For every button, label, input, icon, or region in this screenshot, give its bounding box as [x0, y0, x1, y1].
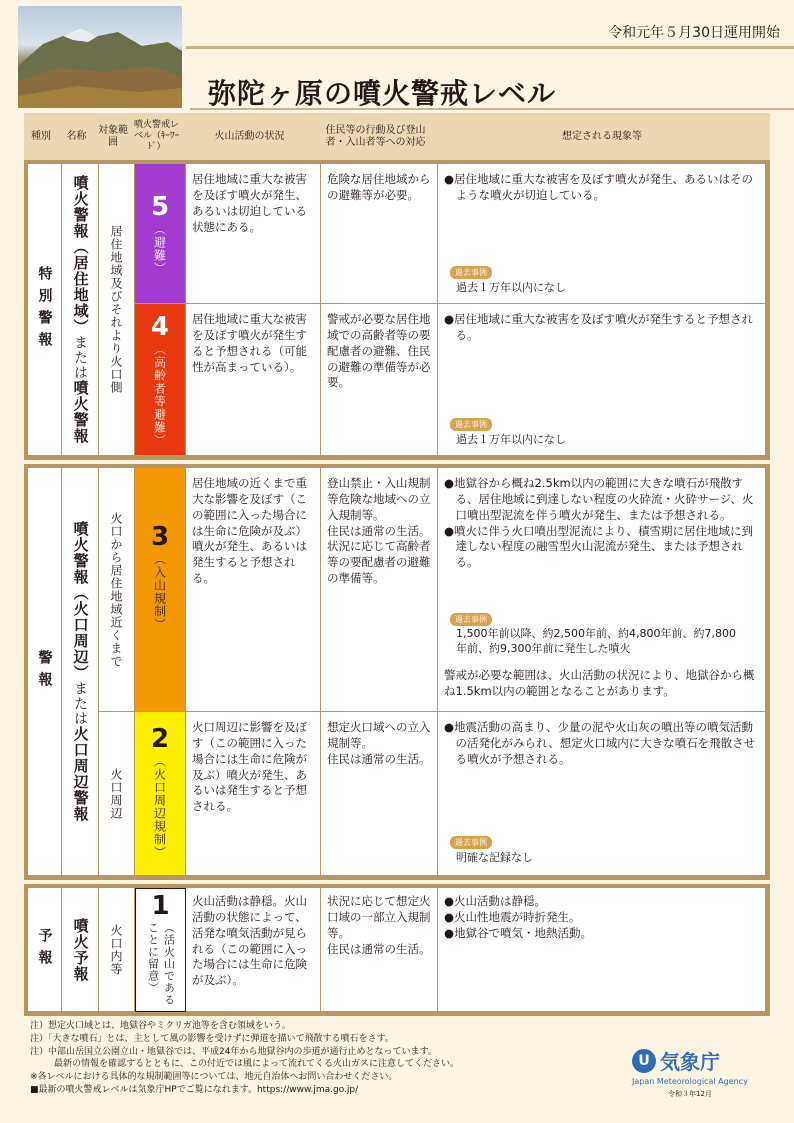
level-2-response — [321, 712, 438, 876]
level-2-bullets — [444, 720, 760, 768]
past-tag: 過去事例 — [450, 613, 492, 626]
name-main-1: 噴火警報（火口周辺） — [71, 521, 90, 681]
target-residential: 居住地域及びそれより火口側 — [99, 164, 135, 456]
kind-warning: 警報 — [28, 468, 62, 876]
name-warning — [62, 468, 99, 876]
level-1-response-1: 状況に応じて想定火口域の一部立入規制等。 — [327, 894, 431, 940]
level-5-activity: 居住地域に重大な被害を及ぼす噴火が発生、あるいは切迫している状態にある。 — [186, 164, 321, 304]
level-5-past: 過去１万年以内になし — [456, 281, 566, 294]
target-crater-inside: 火口内等 — [99, 888, 135, 1012]
level-2-badge — [135, 712, 186, 876]
level-4-past: 過去１万年以内になし — [456, 433, 566, 446]
level-3-badge — [135, 468, 186, 712]
name-main-1: 噴火警報（居住地域） — [71, 175, 90, 335]
target-crater-area: 火口周辺 — [99, 712, 135, 876]
col-name: 名称 — [58, 113, 95, 160]
phenomenon-bullet: ●地獄谷で噴気・地熱活動。 — [444, 925, 593, 940]
col-phenomena: 想定される現象等 — [434, 113, 770, 160]
level-2-number: 2 — [150, 724, 170, 754]
level-2-phenomena — [438, 712, 766, 876]
name-main-2: 火口周辺警報 — [71, 726, 90, 822]
level-5-keyword: （避難） — [152, 223, 167, 275]
name-forecast: 噴火予報 — [62, 888, 99, 1012]
level-3-response-1: 登山禁止・入山規制等危険な地域への立入規制等。 — [327, 476, 431, 522]
note-4: 最新の情報を確認するとともに、この付近では風によって流れてくる火山ガスに注意してください。 — [54, 1059, 460, 1070]
operation-start-date: 令和元年５月30日運用開始 — [608, 25, 780, 41]
phenomenon-bullet: ●火山活動は静穏。 — [444, 894, 547, 908]
name-special-warning — [62, 164, 99, 456]
level-4-activity: 居住地域に重大な被害を及ぼす噴火が発生すると予想される（可能性が高まっている）。 — [186, 304, 321, 456]
level-2-response-2: 住民は通常の生活。 — [327, 751, 431, 766]
level-1-response — [321, 888, 438, 1012]
jma-emblem-icon: U — [632, 1049, 656, 1073]
mountain-illustration — [18, 6, 182, 108]
level-3-activity: 居住地域の近くまで重大な影響を及ぼす（この範囲に入った場合には生命に危険が及ぶ）噴火が発生、あるいは発生すると予想される。 — [186, 468, 321, 712]
level-3-response-2: 住民は通常の生活。状況に応じて高齢者等の要配慮者の避難の準備等。 — [327, 523, 431, 586]
name-sub: または — [72, 335, 89, 380]
level-2-activity: 火口周辺に影響を及ぼす（この範囲に入った場合には生命に危険が及ぶ）噴火が発生、あるいは発生すると予想される。 — [186, 712, 321, 876]
jma-english-name: Japan Meteorological Agency — [632, 1077, 748, 1086]
level-2-response-1: 想定火口域への立入規制等。 — [327, 720, 431, 750]
level-1-bullets — [444, 894, 760, 942]
note-6: ■最新の噴火警戒レベルは気象庁HPでご覧になれます。https://www.jma.go.jp/ — [30, 1084, 359, 1095]
level-3-number: 3 — [150, 522, 170, 552]
jma-name: 気象庁 — [660, 1050, 720, 1074]
kind-forecast: 予報 — [28, 888, 62, 1012]
col-target: 対象範囲 — [95, 113, 131, 160]
target-near-residential: 火口から居住地域近くまで — [99, 468, 135, 712]
note-3: 注）中部山岳国立公園立山・地獄谷では、平成24年から地獄谷内の歩道が通行止めとなっています。 — [30, 1046, 437, 1057]
level-3-past: 1,500年前以降、約2,500年前、約4,800年前、約7,800年前、約9,300年前に発生した噴火 — [456, 627, 736, 656]
level-1-activity: 火山活動は静穏。火山活動の状態によって、活発な噴気活動が見られる（この範囲に入った場合には生命に危険が及ぶ）。 — [186, 888, 321, 1012]
note-1: 注）想定火口域とは、地獄谷やミクリガ池等を含む領域をいう。 — [30, 1021, 291, 1031]
kind-special-warning: 特別警報 — [28, 164, 62, 456]
footnotes — [30, 1020, 459, 1097]
phenomenon-bullet: ●地震活動の高まり、少量の泥や火山灰の噴出等の噴気活動の活発化がみられ、想定火口域内に大きな噴石を飛散させる噴火が予想される。 — [444, 720, 756, 766]
alert-level-table — [24, 113, 770, 1016]
level-4-response: 警戒が必要な居住地域での高齢者等の要配慮者の避難、住民の避難の準備等が必要。 — [321, 304, 438, 456]
phenomenon-bullet: ●居住地域に重大な被害を及ぼす噴火が発生、あるいはそのような噴火が切迫している。 — [444, 172, 754, 202]
level-5-badge — [135, 164, 186, 304]
phenomenon-bullet: ●火山性地震が時折発生。 — [444, 909, 581, 924]
phenomenon-bullet: ●居住地域に重大な被害を及ぼす噴火が発生すると予想される。 — [444, 312, 754, 342]
header-divider — [186, 46, 794, 49]
level-2-keyword: （火口周辺規制） — [152, 755, 167, 859]
group-forecast — [24, 884, 770, 1016]
col-kind: 種別 — [24, 113, 58, 160]
name-sub: または — [72, 681, 89, 726]
level-5-response: 危険な居住地域からの避難等が必要。 — [321, 164, 438, 304]
level-5-number: 5 — [150, 192, 170, 222]
level-3-bullets — [444, 476, 760, 571]
publication-date: 令和３年12月 — [668, 1090, 712, 1098]
page-title: 弥陀ヶ原の噴火警戒レベル — [208, 77, 557, 110]
level-3-keyword: （入山規制） — [152, 553, 167, 631]
level-1-number: 1 — [151, 891, 170, 921]
past-tag: 過去事例 — [450, 836, 492, 849]
level-1-phenomena — [438, 888, 766, 1012]
col-activity: 火山活動の状況 — [182, 113, 317, 160]
level-1-response-2: 住民は通常の生活。 — [327, 941, 431, 956]
level-2-past: 明確な記録なし — [456, 851, 533, 864]
level-4-number: 4 — [150, 312, 170, 342]
past-tag: 過去事例 — [450, 418, 492, 431]
jma-logo — [632, 1046, 748, 1099]
past-tag: 過去事例 — [450, 266, 492, 279]
col-level: 噴火警戒レベル（ｷｰﾜｰﾄﾞ） — [131, 113, 182, 160]
name-main-2: 噴火警報 — [71, 380, 90, 444]
level-1-badge — [135, 888, 186, 1012]
group-special-warning — [24, 160, 770, 460]
phenomenon-bullet: ●噴火に伴う火口噴出型泥流により、積雪期に居住地域に到達しない程度の融雪型火山泥流が発生、または予想される。 — [444, 523, 754, 570]
mountain-photo — [18, 6, 182, 108]
level-4-badge — [135, 304, 186, 456]
level-3-note: 警戒が必要な範囲は、火山活動の状況により、地獄谷から概ね1.5km以内の範囲となることがあります。 — [444, 668, 755, 698]
group-warning — [24, 464, 770, 880]
level-3-response — [321, 468, 438, 712]
level-4-keyword: （高齢者等避難） — [152, 343, 167, 447]
level-3-phenomena — [438, 468, 766, 712]
note-5: ※各レベルにおける具体的な規制範囲等については、地元自治体へお問い合わせください。 — [30, 1072, 398, 1083]
phenomenon-bullet: ●地獄谷から概ね2.5km以内の範囲に大きな噴石が飛散する、居住地域に到達しない程度の火砕流・火砕サージ、火口噴出型泥流を伴う噴火が発生、または予想される。 — [444, 476, 754, 522]
note-2: 注）「大きな噴石」とは、主として風の影響を受けずに弾道を描いて飛散する噴石をさす。 — [30, 1033, 394, 1044]
level-5-phenomena — [438, 164, 766, 304]
col-response: 住民等の行動及び登山者・入山者等への対応 — [317, 113, 434, 160]
level-4-phenomena — [438, 304, 766, 456]
level-1-keyword: （活火山であることに留意） — [146, 922, 176, 1006]
